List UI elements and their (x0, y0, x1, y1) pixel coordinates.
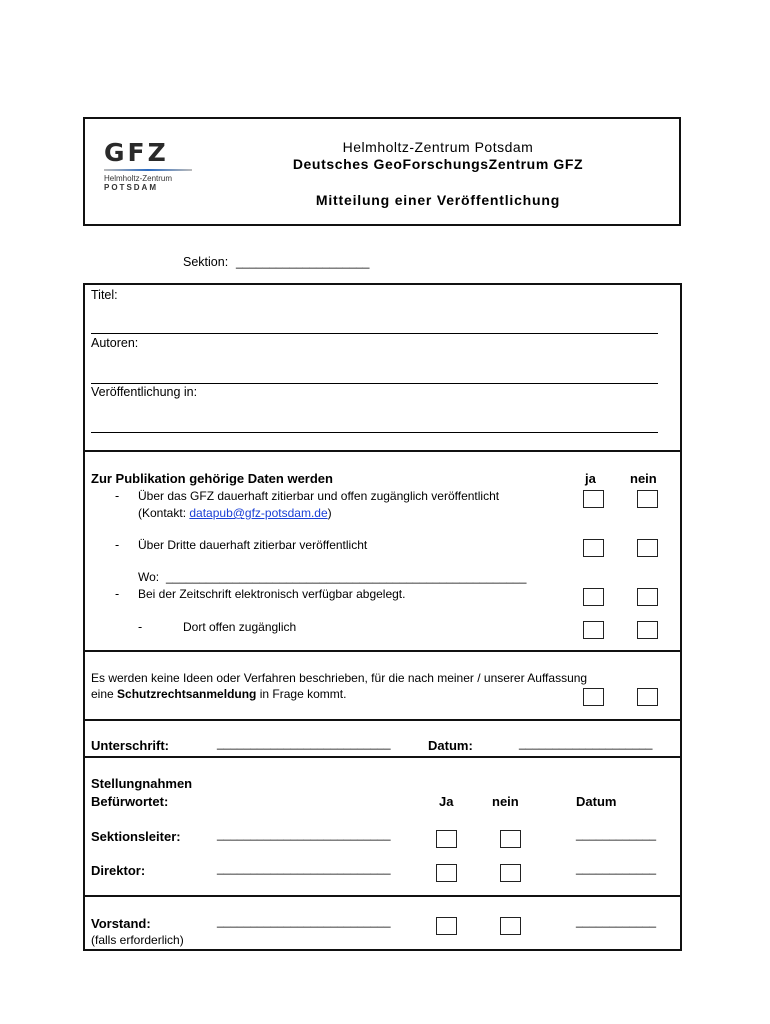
sektion-label: Sektion: (183, 255, 229, 269)
titel-line[interactable] (91, 333, 658, 334)
unterschrift-label: Unterschrift: (91, 738, 170, 753)
titel-label: Titel: (91, 288, 118, 302)
col-nein: nein (630, 471, 657, 486)
item1-nein-checkbox[interactable] (637, 490, 658, 508)
patent-pre: eine (91, 687, 118, 701)
sektionsleiter-nein-checkbox[interactable] (500, 830, 521, 848)
form-title: Mitteilung einer Veröffentlichung (315, 192, 561, 208)
email-link[interactable]: datapub@gfz-potsdam.de (189, 506, 328, 520)
col-ja: ja (585, 471, 596, 486)
datum-label: Datum: (428, 738, 473, 753)
sektionsleiter-ja-checkbox[interactable] (436, 830, 457, 848)
vorstand-date-field[interactable]: ____________ (576, 914, 657, 928)
vorstand-label: Vorstand: (91, 916, 151, 931)
item3-text: Bei der Zeitschrift elektronisch verfügbar abgelegt. (138, 587, 406, 601)
item2-dash: - (115, 538, 120, 552)
divider-3 (83, 719, 682, 721)
approval-col-datum: Datum (576, 794, 617, 809)
patent-bold: Schutzrechtsanmeldung (117, 687, 257, 701)
item1-dash: - (115, 489, 120, 503)
veroeffentlichung-label: Veröffentlichung in: (91, 385, 198, 399)
sektionsleiter-label: Sektionsleiter: (91, 829, 181, 844)
item4-ja-checkbox[interactable] (583, 621, 604, 639)
datum-field[interactable]: ____________________ (519, 736, 653, 750)
approval-col-nein: nein (492, 794, 519, 809)
direktor-date-field[interactable]: ____________ (576, 861, 657, 875)
divider-1 (83, 450, 682, 452)
divider-5 (83, 895, 682, 897)
wo-field[interactable]: ______________________________________________________ (166, 570, 527, 584)
item3-dash: - (115, 587, 120, 601)
sektionsleiter-date-field[interactable]: ____________ (576, 827, 657, 841)
vorstand-ja-checkbox[interactable] (436, 917, 457, 935)
item4-dash: - (138, 620, 143, 634)
vorstand-note: (falls erforderlich) (91, 933, 184, 947)
befuerwortet-label: Befürwortet: (91, 794, 169, 809)
patent-nein-checkbox[interactable] (637, 688, 658, 706)
logo-sub-2: POTSDAM (104, 183, 158, 192)
vorstand-nein-checkbox[interactable] (500, 917, 521, 935)
wo-label: Wo: (138, 570, 160, 584)
logo-sub-1: Helmholtz-Zentrum (104, 174, 173, 183)
item1-kontakt (138, 506, 332, 520)
vorstand-sig-field[interactable]: __________________________ (217, 914, 391, 928)
autoren-line[interactable] (91, 383, 658, 384)
header-line-2: Deutsches GeoForschungsZentrum GFZ (292, 156, 584, 172)
logo-text: GFZ (104, 138, 169, 167)
logo-swoosh (104, 169, 192, 171)
stellungnahmen-label: Stellungnahmen (91, 776, 193, 791)
item4-text: Dort offen zugänglich (183, 620, 297, 634)
patent-line-2 (91, 687, 346, 701)
data-heading: Zur Publikation gehörige Daten werden (91, 471, 333, 486)
kontakt-close: ) (327, 506, 332, 520)
direktor-ja-checkbox[interactable] (436, 864, 457, 882)
patent-ja-checkbox[interactable] (583, 688, 604, 706)
item2-nein-checkbox[interactable] (637, 539, 658, 557)
header-line-1: Helmholtz-Zentrum Potsdam (342, 139, 534, 155)
direktor-nein-checkbox[interactable] (500, 864, 521, 882)
sektion-field[interactable]: ____________________ (236, 255, 370, 269)
divider-4 (83, 756, 682, 758)
item2-text: Über Dritte dauerhaft zitierbar veröffentlicht (138, 538, 368, 552)
sektionsleiter-sig-field[interactable]: __________________________ (217, 827, 391, 841)
item1-ja-checkbox[interactable] (583, 490, 604, 508)
direktor-sig-field[interactable]: __________________________ (217, 861, 391, 875)
patent-post: in Frage kommt. (256, 687, 347, 701)
divider-2 (83, 650, 682, 652)
kontakt-open: (Kontakt: (138, 506, 190, 520)
veroeffentlichung-line[interactable] (91, 432, 658, 433)
item3-ja-checkbox[interactable] (583, 588, 604, 606)
unterschrift-field[interactable]: __________________________ (217, 736, 391, 750)
patent-line-1: Es werden keine Ideen oder Verfahren beschrieben, für die nach meiner / unserer Auffassung (91, 671, 588, 685)
item3-nein-checkbox[interactable] (637, 588, 658, 606)
item1-text: Über das GFZ dauerhaft zitierbar und offen zugänglich veröffentlicht (138, 489, 500, 503)
direktor-label: Direktor: (91, 863, 146, 878)
approval-col-ja: Ja (439, 794, 454, 809)
item2-ja-checkbox[interactable] (583, 539, 604, 557)
autoren-label: Autoren: (91, 336, 139, 350)
item4-nein-checkbox[interactable] (637, 621, 658, 639)
gfz-logo (104, 140, 199, 200)
